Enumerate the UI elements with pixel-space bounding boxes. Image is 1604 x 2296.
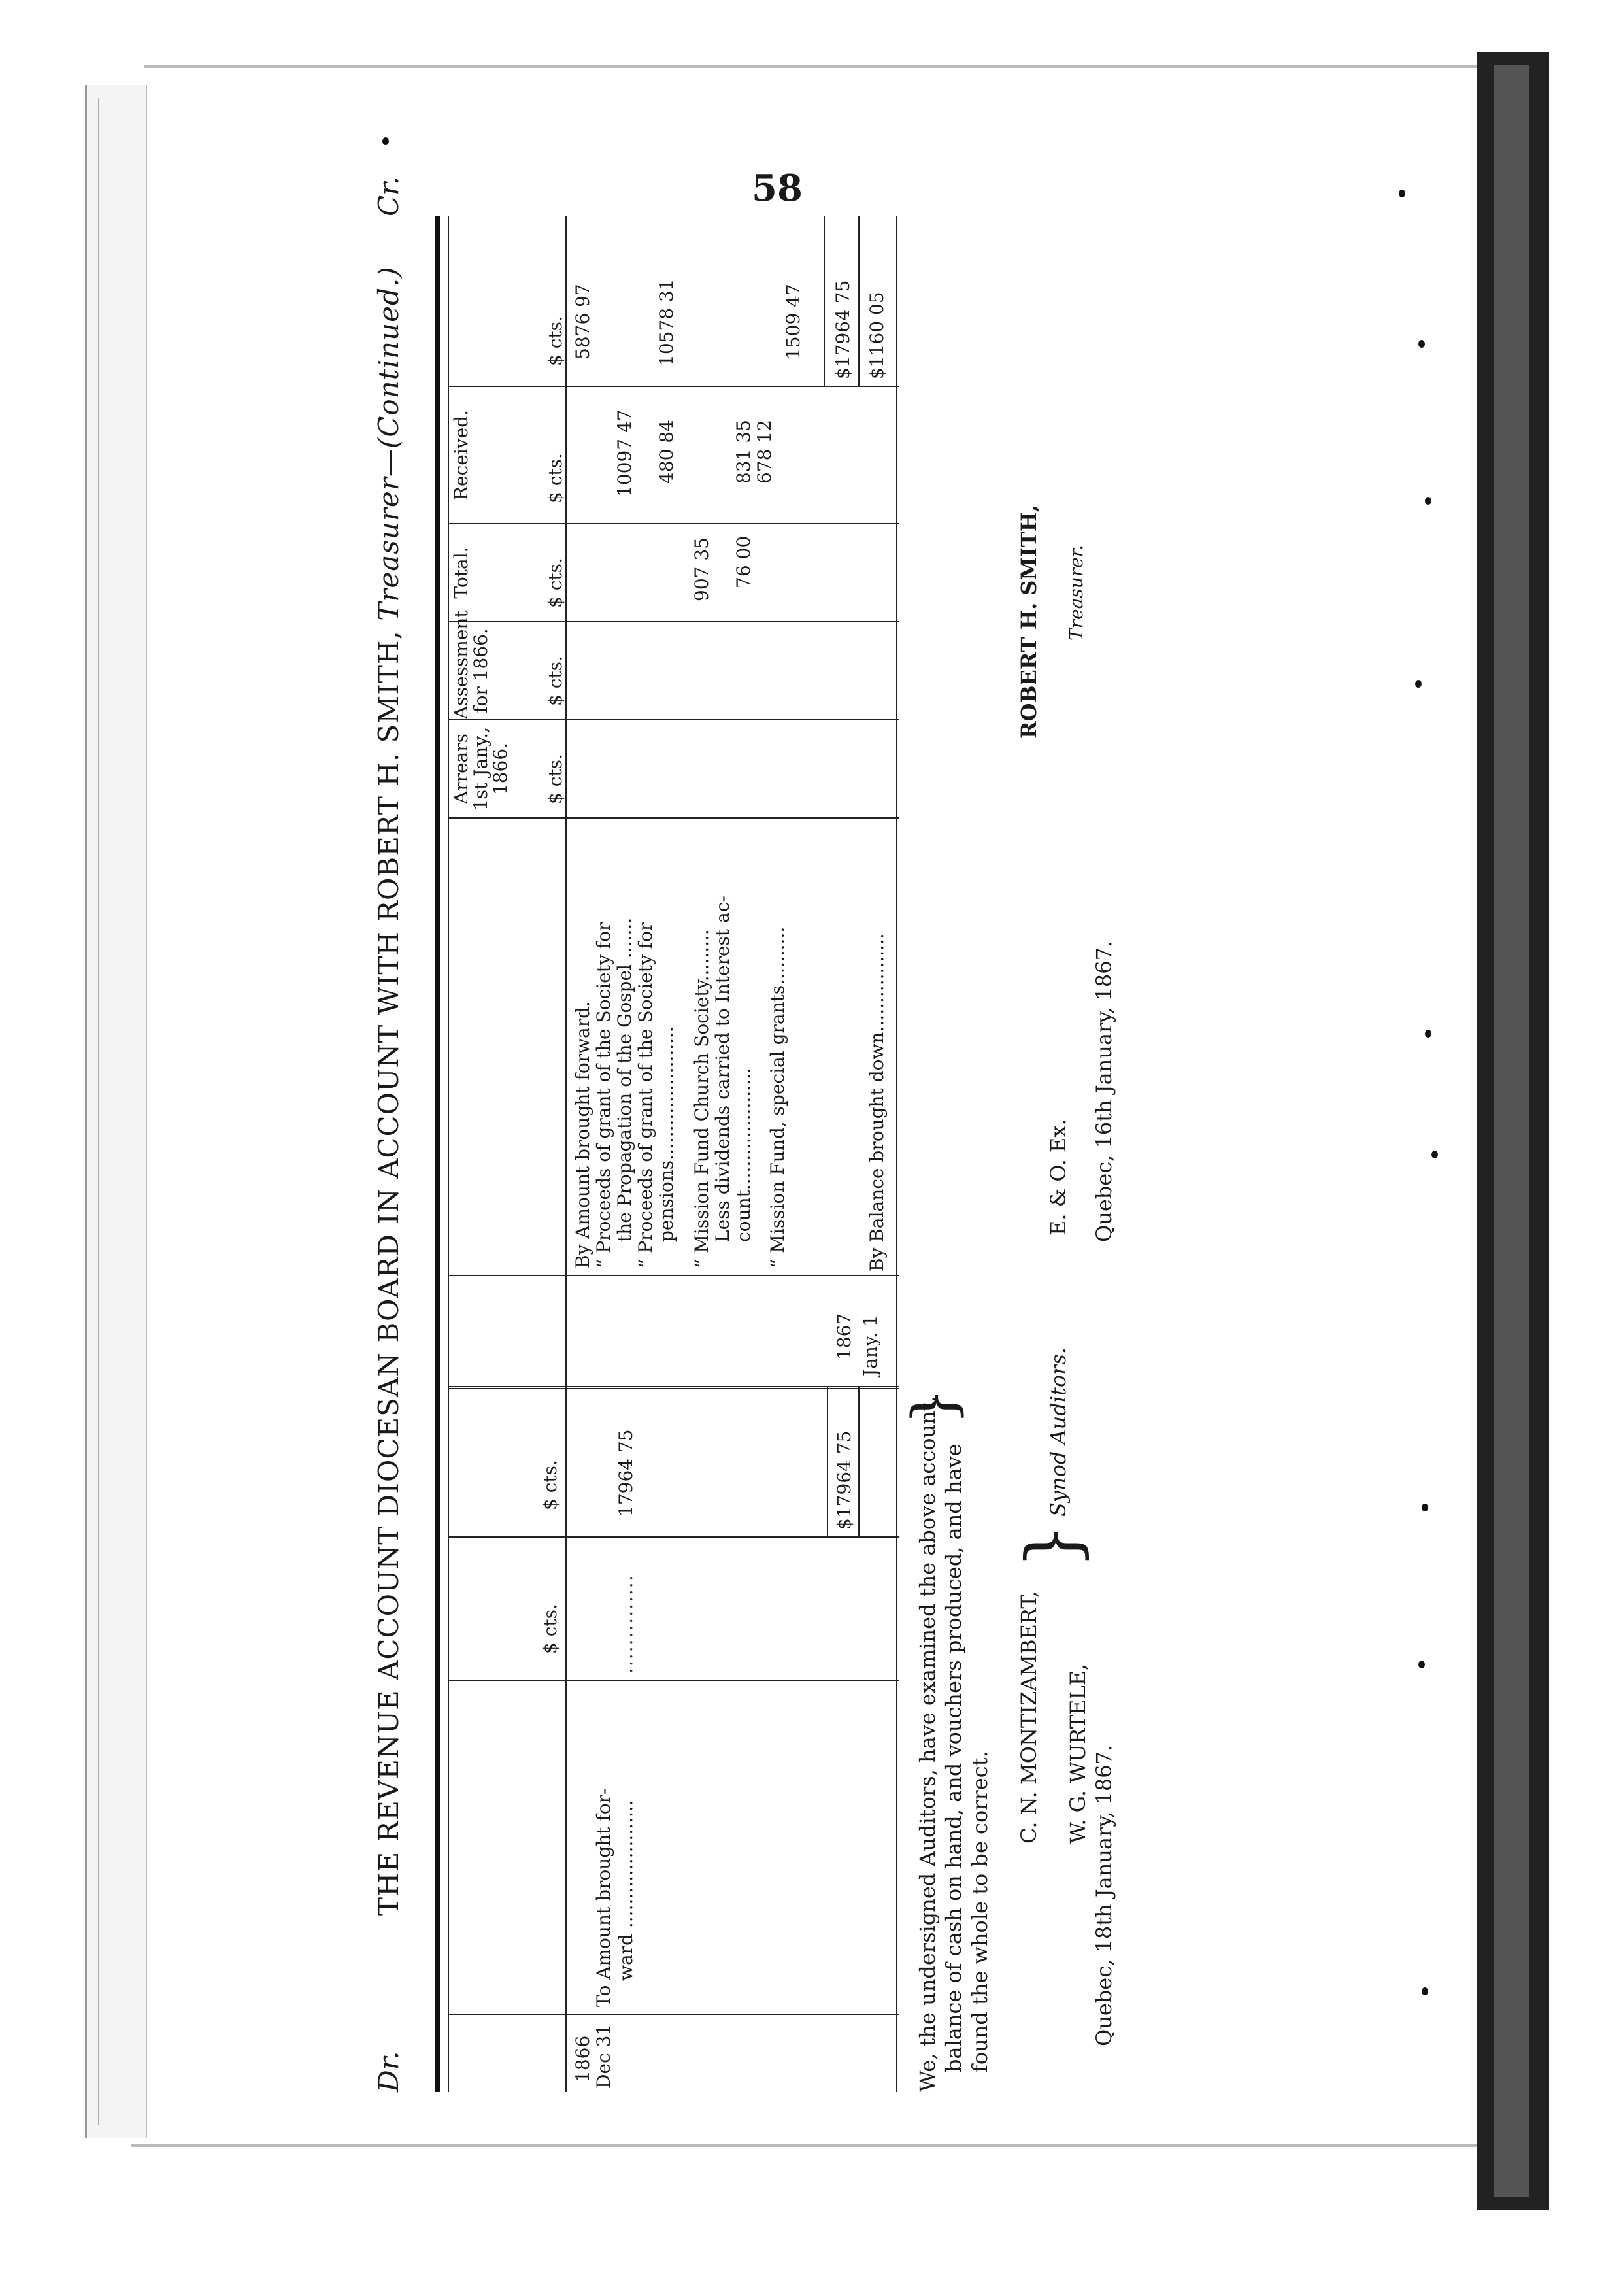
- speck: [1399, 190, 1405, 197]
- debit-entry-line1: To Amount brought for-: [593, 1788, 614, 2007]
- debit-amount-col: [448, 1386, 899, 1536]
- auditor-1: C. N. MONTIZAMBERT,: [1016, 1591, 1041, 1844]
- ledger-page-rotated: [373, 150, 1116, 2144]
- credit-balance-amount: $1160 05: [866, 292, 888, 379]
- credit-amount-col: [448, 216, 899, 386]
- page-top-edge: [144, 65, 1477, 68]
- received-header: Received.: [450, 409, 472, 501]
- errors-omissions: E. & O. Ex.: [1046, 1119, 1071, 1236]
- credit-amount-mission-total: 1509 47: [782, 284, 804, 360]
- synod-auditors: Synod Auditors.: [1046, 1347, 1071, 1517]
- page-number: 58: [752, 167, 803, 210]
- statement-brace: }: [900, 1387, 969, 1425]
- credit-row-text: “ Mission Fund Church Society.........: [691, 929, 712, 1268]
- assessment-units: $ cts.: [544, 656, 566, 706]
- credit-row-text: count.....................: [733, 1068, 754, 1242]
- page-bottom-edge: [131, 2144, 1477, 2147]
- credit-row-text: “ Proceeds of grant of the Society for: [593, 922, 614, 1268]
- debit-date-col: [448, 2014, 899, 2092]
- debit-date-day: Dec 31: [593, 2023, 614, 2089]
- book-spine-right-inner: [1494, 65, 1529, 2197]
- debit-sub-units: $ cts.: [539, 1604, 561, 1654]
- credit-total-rule: [824, 216, 825, 386]
- credit-balance-year: 1867: [833, 1313, 855, 1360]
- speck: [1418, 340, 1425, 348]
- credit-amount-spg-total: 10578 31: [656, 279, 677, 366]
- speck: [1425, 1030, 1431, 1038]
- credit-row-text: pensions.......................: [656, 1026, 677, 1242]
- credit-row-text: By Amount brought forward.: [572, 1001, 593, 1268]
- title-continued: —(Continued.): [373, 266, 405, 477]
- credit-total-rule2: [858, 216, 860, 386]
- credit-arrears-col: [448, 719, 899, 817]
- credit-total-col: [448, 523, 899, 621]
- title-main: THE REVENUE ACCOUNT DIOCESAN BOARD IN ACCOUNT WITH ROBERT H. SMITH,: [373, 630, 405, 1916]
- debit-date-year: 1866: [572, 2035, 593, 2082]
- credit-balance-text: By Balance brought down.................: [866, 933, 888, 1272]
- debit-sub-col: [448, 1536, 899, 1680]
- auditors-statement-1: We, the undersigned Auditors, have examined the above account,: [915, 1396, 940, 2092]
- arrears-header: Arrears 1st Jany., 1866.: [450, 726, 511, 811]
- debit-total-rule2: [858, 1386, 860, 1536]
- received-mission: 831 35: [733, 420, 754, 484]
- credit-balance-day: Jany. 1: [860, 1315, 881, 1376]
- ledger-table: [448, 216, 899, 2092]
- credit-grand-total: $17964 75: [832, 280, 854, 379]
- treasurer-title: Treasurer.: [1065, 545, 1087, 641]
- total-units: $ cts.: [544, 558, 566, 608]
- received-special: 678 12: [754, 420, 775, 484]
- debit-entry-col: [448, 1680, 899, 2014]
- credit-amount-forward: 5876 97: [572, 284, 593, 360]
- date-right: Quebec, 16th January, 1867.: [1092, 940, 1116, 1242]
- assessment-header: Assessment for 1866.: [450, 610, 492, 719]
- speck: [1418, 1661, 1425, 1668]
- credit-amount-units: $ cts.: [544, 316, 566, 366]
- speck: [1422, 1504, 1428, 1511]
- debit-total-rule: [827, 1386, 828, 1536]
- received-pensions: 480 84: [656, 420, 677, 484]
- credit-total-dividends: 76 00: [733, 535, 754, 588]
- credit-total-mission: 907 35: [691, 537, 712, 601]
- treasurer-name: ROBERT H. SMITH,: [1016, 504, 1041, 739]
- title-treasurer: Treasurer: [373, 477, 405, 621]
- credit-row-text: Less dividends carried to Interest ac-: [712, 896, 733, 1242]
- credit-row-text: “ Proceeds of grant of the Society for: [635, 922, 656, 1268]
- speck: [1431, 1151, 1438, 1158]
- credit-received-col: [448, 386, 899, 523]
- cr-label: Cr.: [373, 177, 405, 216]
- credit-entry-col: [448, 817, 899, 1275]
- total-header: Total.: [450, 547, 472, 599]
- debit-amount-units: $ cts.: [539, 1460, 561, 1510]
- credit-row-text: “ Mission Fund, special grants..........: [767, 926, 788, 1268]
- auditors-brace: }: [1011, 1523, 1094, 1569]
- credit-date-col: [448, 1275, 899, 1386]
- auditor-2: W. G. WURTELE,: [1065, 1663, 1090, 1844]
- title-text: [373, 266, 405, 1916]
- speck: [382, 137, 389, 145]
- debit-entry-amount: 17964 75: [615, 1429, 637, 1517]
- debit-total: $17964 75: [833, 1430, 855, 1530]
- auditors-statement-2: balance of cash on hand, and vouchers produced, and have: [941, 1443, 966, 2072]
- speck: [1415, 680, 1422, 688]
- speck: [1425, 497, 1431, 505]
- speck: [1422, 1987, 1428, 1995]
- arrears-units: $ cts.: [544, 754, 566, 804]
- dr-label: Dr.: [373, 2051, 405, 2092]
- debit-entry-line2: ward ......................: [615, 1800, 637, 1981]
- account-title: [373, 177, 412, 2092]
- credit-row-text: the Propagation of the Gospel .......: [614, 917, 635, 1242]
- debit-sub-dots: ..............: [615, 1574, 637, 1674]
- credit-assessment-col: [448, 610, 899, 719]
- heading-rule: [435, 216, 440, 2092]
- received-units: $ cts.: [544, 453, 566, 503]
- date-left: Quebec, 18th January, 1867.: [1092, 1744, 1116, 2046]
- book-edge-left-inner: [98, 98, 125, 2125]
- received-spg: 10097 47: [614, 409, 635, 497]
- auditors-statement-3: found the whole to be correct.: [967, 1751, 992, 2072]
